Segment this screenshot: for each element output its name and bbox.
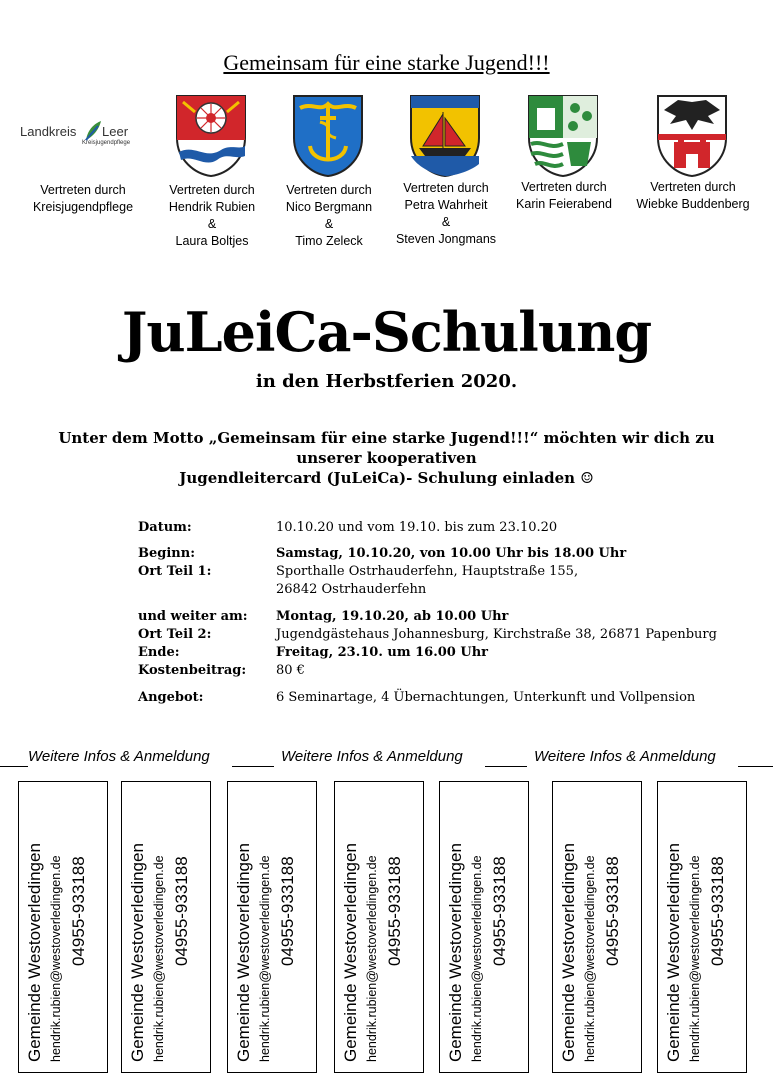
info-heading-1: Weitere Infos & Anmeldung xyxy=(28,748,210,765)
crest-ship-icon xyxy=(409,94,481,178)
tear-off-slip[interactable]: Gemeinde Westoverledingen hendrik.rubien@westoverledingen.de 04955-933188 xyxy=(227,781,317,1073)
info-heading-2: Weitere Infos & Anmeldung xyxy=(281,748,463,765)
crest-westoverledingen-icon xyxy=(175,94,247,178)
landkreis-leer-logo xyxy=(20,118,130,154)
tear-off-slip[interactable]: Gemeinde Westoverledingen hendrik.rubien@westoverledingen.de 04955-933188 xyxy=(121,781,211,1073)
rep-buddenberg: Vertreten durch Wiebke Buddenberg xyxy=(636,180,750,211)
page-subtitle: in den Herbstferien 2020. xyxy=(255,371,518,392)
tear-off-slip[interactable]: Gemeinde Westoverledingen hendrik.rubien@westoverledingen.de 04955-933188 xyxy=(657,781,747,1073)
logo-name: Landkreis xyxy=(20,124,77,139)
tear-off-slip[interactable]: Gemeinde Westoverledingen hendrik.rubien@westoverledingen.de 04955-933188 xyxy=(334,781,424,1073)
crest-green-icon xyxy=(527,94,599,178)
motto-heading: Gemeinsam für eine starke Jugend!!! xyxy=(223,50,550,75)
logo-name-2: Leer xyxy=(102,124,129,139)
tear-off-slip[interactable]: Gemeinde Westoverledingen hendrik.rubien@westoverledingen.de 04955-933188 xyxy=(439,781,529,1073)
rep-feierabend: Vertreten durch Karin Feierabend xyxy=(516,180,612,211)
info-bar xyxy=(0,748,773,770)
page-title: JuLeiCa-Schulung xyxy=(121,300,652,364)
rep-wahrheit-jongmans: Vertreten durch Petra Wahrheit & Steven Jongmans xyxy=(395,181,497,246)
leaf-icon xyxy=(84,120,102,142)
crest-anchor-icon xyxy=(292,94,364,178)
crest-eagle-icon xyxy=(656,94,728,178)
tear-off-slip[interactable]: Gemeinde Westoverledingen hendrik.rubien@westoverledingen.de 04955-933188 xyxy=(552,781,642,1073)
rep-westoverledingen: Vertreten durch Hendrik Rubien & Laura Boltjes xyxy=(168,183,256,248)
intro-text: Unter dem Motto „Gemeinsam für eine starke Jugend!!!“ möchten wir dich zu unserer kooperativen Jugendleitercard (JuLeiCa)- Schulung einladen ☺ xyxy=(58,429,715,487)
info-heading-3: Weitere Infos & Anmeldung xyxy=(534,748,716,765)
rep-bergmann-zeleck: Vertreten durch Nico Bergmann & Timo Zeleck xyxy=(285,183,373,248)
tear-off-slip[interactable]: Gemeinde Westoverledingen hendrik.rubien@westoverledingen.de 04955-933188 xyxy=(18,781,108,1073)
logo-subtitle: Kreisjugendpflege xyxy=(82,140,131,146)
rep-kreisjugendpflege: Vertreten durch Kreisjugendpflege xyxy=(32,183,134,214)
